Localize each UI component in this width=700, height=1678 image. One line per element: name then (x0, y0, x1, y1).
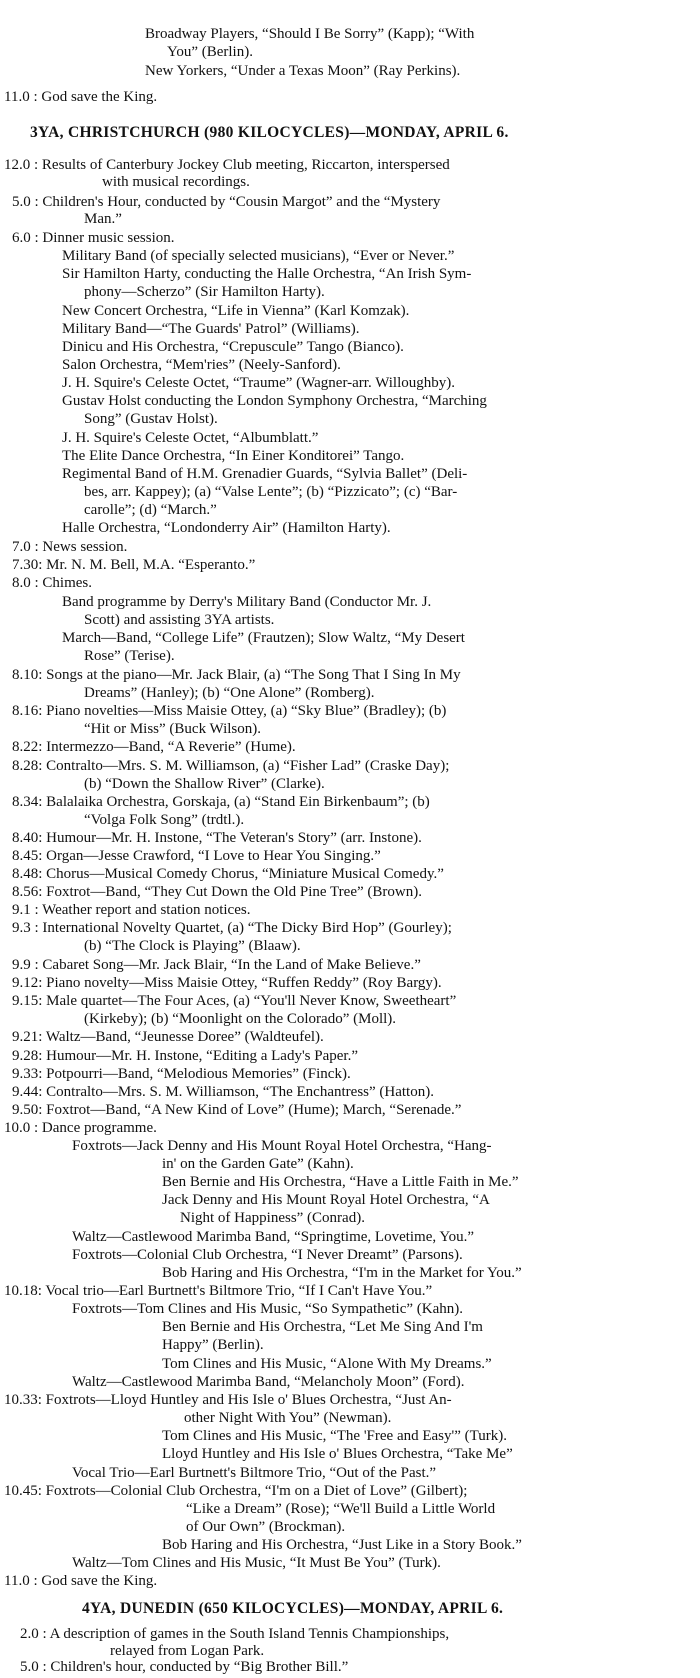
program-line: 2.0 : A description of games in the South Island Tennis Championships, (20, 1626, 450, 1642)
program-line: Sir Hamilton Harty, conducting the Halle Orchestra, “An Irish Sym- (62, 266, 472, 282)
program-line: 10.45: Foxtrots—Colonial Club Orchestra, “I'm on a Diet of Love” (Gilbert); (4, 1483, 468, 1499)
program-line: 8.45: Organ—Jesse Crawford, “I Love to Hear You Singing.” (12, 848, 381, 864)
program-line: 5.0 : Children's hour, conducted by “Big Brother Bill.” (20, 1659, 349, 1675)
program-line: Band programme by Derry's Military Band (Conductor Mr. J. (62, 594, 432, 610)
program-line: Waltz—Tom Clines and His Music, “It Must Be You” (Turk). (72, 1555, 441, 1571)
program-line: 9.9 : Cabaret Song—Mr. Jack Blair, “In the Land of Make Believe.” (12, 957, 421, 973)
program-line: 8.34: Balalaika Orchestra, Gorskaja, (a) “Stand Ein Birkenbaum”; (b) (12, 794, 430, 810)
program-line: Military Band—“The Guards' Patrol” (Williams). (62, 321, 360, 337)
program-line: Foxtrots—Jack Denny and His Mount Royal Hotel Orchestra, “Hang- (72, 1138, 492, 1154)
program-line: carolle”; (d) “March.” (84, 502, 217, 518)
program-line: “Volga Folk Song” (trdtl.). (84, 812, 245, 828)
program-line: Ben Bernie and His Orchestra, “Have a Little Faith in Me.” (162, 1174, 519, 1190)
program-line: in' on the Garden Gate” (Kahn). (162, 1156, 354, 1172)
program-line: 7.0 : News session. (12, 539, 128, 555)
program-line: Vocal Trio—Earl Burtnett's Biltmore Trio, “Out of the Past.” (72, 1465, 437, 1481)
program-line: Dreams” (Hanley); (b) “One Alone” (Romberg). (84, 685, 375, 701)
program-line: Ben Bernie and His Orchestra, “Let Me Sing And I'm (162, 1319, 483, 1335)
program-line: 10.18: Vocal trio—Earl Burtnett's Biltmore Trio, “If I Can't Have You.” (4, 1283, 433, 1299)
program-line: Waltz—Castlewood Marimba Band, “Melancholy Moon” (Ford). (72, 1374, 465, 1390)
program-line: March—Band, “College Life” (Frautzen); Slow Waltz, “My Desert (62, 630, 465, 646)
program-line: Gustav Holst conducting the London Symphony Orchestra, “Marching (62, 393, 487, 409)
program-line: J. H. Squire's Celeste Octet, “Traume” (Wagner-arr. Willoughby). (62, 375, 455, 391)
program-line: 9.3 : International Novelty Quartet, (a) “The Dicky Bird Hop” (Gourley); (12, 920, 452, 936)
program-line: (b) “The Clock is Playing” (Blaaw). (84, 938, 301, 954)
program-line: 8.40: Humour—Mr. H. Instone, “The Veteran's Story” (arr. Instone). (12, 830, 422, 846)
program-line: 5.0 : Children's Hour, conducted by “Cousin Margot” and the “Mystery (12, 194, 441, 210)
program-line: 8.22: Intermezzo—Band, “A Reverie” (Hume). (12, 739, 296, 755)
program-line: Salon Orchestra, “Mem'ries” (Neely-Sanford). (62, 357, 341, 373)
program-line: 9.12: Piano novelty—Miss Maisie Ottey, “Ruffen Reddy” (Roy Bargy). (12, 975, 442, 991)
program-line: (b) “Down the Shallow River” (Clarke). (84, 776, 325, 792)
program-line: 9.44: Contralto—Mrs. S. M. Williamson, “The Enchantress” (Hatton). (12, 1084, 434, 1100)
program-line: Waltz—Castlewood Marimba Band, “Springtime, Lovetime, You.” (72, 1229, 475, 1245)
program-line: with musical recordings. (102, 174, 250, 190)
program-line: phony—Scherzo” (Sir Hamilton Harty). (84, 284, 325, 300)
program-line: other Night With You” (Newman). (184, 1410, 392, 1426)
program-line: Song” (Gustav Holst). (84, 411, 218, 427)
program-line: “Like a Dream” (Rose); “We'll Build a Little World (186, 1501, 496, 1517)
program-line: relayed from Logan Park. (110, 1643, 265, 1659)
program-line: 11.0 : God save the King. (4, 1573, 158, 1589)
program-line: 8.48: Chorus—Musical Comedy Chorus, “Miniature Musical Comedy.” (12, 866, 444, 882)
program-line: J. H. Squire's Celeste Octet, “Albumblatt.” (62, 430, 319, 446)
program-line: 9.50: Foxtrot—Band, “A New Kind of Love” (Hume); March, “Serenade.” (12, 1102, 462, 1118)
intro-line: New Yorkers, “Under a Texas Moon” (Ray Perkins). (145, 63, 461, 79)
intro-line: 11.0 : God save the King. (4, 89, 158, 105)
program-line: 12.0 : Results of Canterbury Jockey Club meeting, Riccarton, interspersed (4, 157, 450, 173)
program-line: Tom Clines and His Music, “Alone With My Dreams.” (162, 1356, 492, 1372)
program-line: 8.16: Piano novelties—Miss Maisie Ottey, (a) “Sky Blue” (Bradley); (b) (12, 703, 447, 719)
program-line: 8.28: Contralto—Mrs. S. M. Williamson, (a) “Fisher Lad” (Craske Day); (12, 758, 450, 774)
program-line: “Hit or Miss” (Buck Wilson). (84, 721, 262, 737)
program-line: 9.21: Waltz—Band, “Jeunesse Doree” (Waldteufel). (12, 1029, 324, 1045)
program-line: Rose” (Terise). (84, 648, 175, 664)
program-line: Bob Haring and His Orchestra, “Just Like in a Story Book.” (162, 1537, 522, 1553)
program-line: Happy” (Berlin). (162, 1337, 264, 1353)
program-line: Halle Orchestra, “Londonderry Air” (Hamilton Harty). (62, 520, 391, 536)
program-line: 6.0 : Dinner music session. (12, 230, 175, 246)
program-line: Foxtrots—Tom Clines and His Music, “So Sympathetic” (Kahn). (72, 1301, 463, 1317)
program-line: New Concert Orchestra, “Life in Vienna” (Karl Komzak). (62, 303, 410, 319)
program-line: Night of Happiness” (Conrad). (180, 1210, 365, 1226)
intro-line: You” (Berlin). (167, 44, 253, 60)
program-line: 9.15: Male quartet—The Four Aces, (a) “You'll Never Know, Sweetheart” (12, 993, 457, 1009)
section-heading-3ya: 3YA, CHRISTCHURCH (980 KILOCYCLES)—MONDAY, APRIL 6. (30, 124, 509, 141)
program-line: 9.33: Potpourri—Band, “Melodious Memories” (Finck). (12, 1066, 351, 1082)
program-line: of Our Own” (Brockman). (186, 1519, 346, 1535)
program-line: The Elite Dance Orchestra, “In Einer Konditorei” Tango. (62, 448, 405, 464)
program-line: 7.30: Mr. N. M. Bell, M.A. “Esperanto.” (12, 557, 256, 573)
program-line: Foxtrots—Colonial Club Orchestra, “I Never Dreamt” (Parsons). (72, 1247, 463, 1263)
program-line: Regimental Band of H.M. Grenadier Guards, “Sylvia Ballet” (Deli- (62, 466, 468, 482)
program-line: 10.0 : Dance programme. (4, 1120, 157, 1136)
program-line: 9.1 : Weather report and station notices. (12, 902, 251, 918)
program-line: bes, arr. Kappey); (a) “Valse Lente”; (b) “Pizzicato”; (c) “Bar- (84, 484, 458, 500)
program-line: Tom Clines and His Music, “The 'Free and Easy'” (Turk). (162, 1428, 507, 1444)
intro-line: Broadway Players, “Should I Be Sorry” (Kapp); “With (145, 26, 475, 42)
program-line: 8.56: Foxtrot—Band, “They Cut Down the Old Pine Tree” (Brown). (12, 884, 422, 900)
program-line: Bob Haring and His Orchestra, “I'm in the Market for You.” (162, 1265, 522, 1281)
program-line: Scott) and assisting 3YA artists. (84, 612, 275, 628)
program-line: Lloyd Huntley and His Isle o' Blues Orchestra, “Take Me” (162, 1446, 513, 1462)
program-line: (Kirkeby); (b) “Moonlight on the Colorado” (Moll). (84, 1011, 397, 1027)
program-line: Man.” (84, 211, 122, 227)
program-line: Dinicu and His Orchestra, “Crepuscule” Tango (Bianco). (62, 339, 404, 355)
program-line: Jack Denny and His Mount Royal Hotel Orchestra, “A (162, 1192, 490, 1208)
program-line: 9.28: Humour—Mr. H. Instone, “Editing a Lady's Paper.” (12, 1048, 358, 1064)
program-line: Military Band (of specially selected musicians), “Ever or Never.” (62, 248, 455, 264)
program-line: 8.10: Songs at the piano—Mr. Jack Blair, (a) “The Song That I Sing In My (12, 667, 461, 683)
program-line: 8.0 : Chimes. (12, 575, 93, 591)
program-line: 10.33: Foxtrots—Lloyd Huntley and His Isle o' Blues Orchestra, “Just An- (4, 1392, 452, 1408)
section-heading-4ya: 4YA, DUNEDIN (650 KILOCYCLES)—MONDAY, APRIL 6. (82, 1600, 504, 1617)
